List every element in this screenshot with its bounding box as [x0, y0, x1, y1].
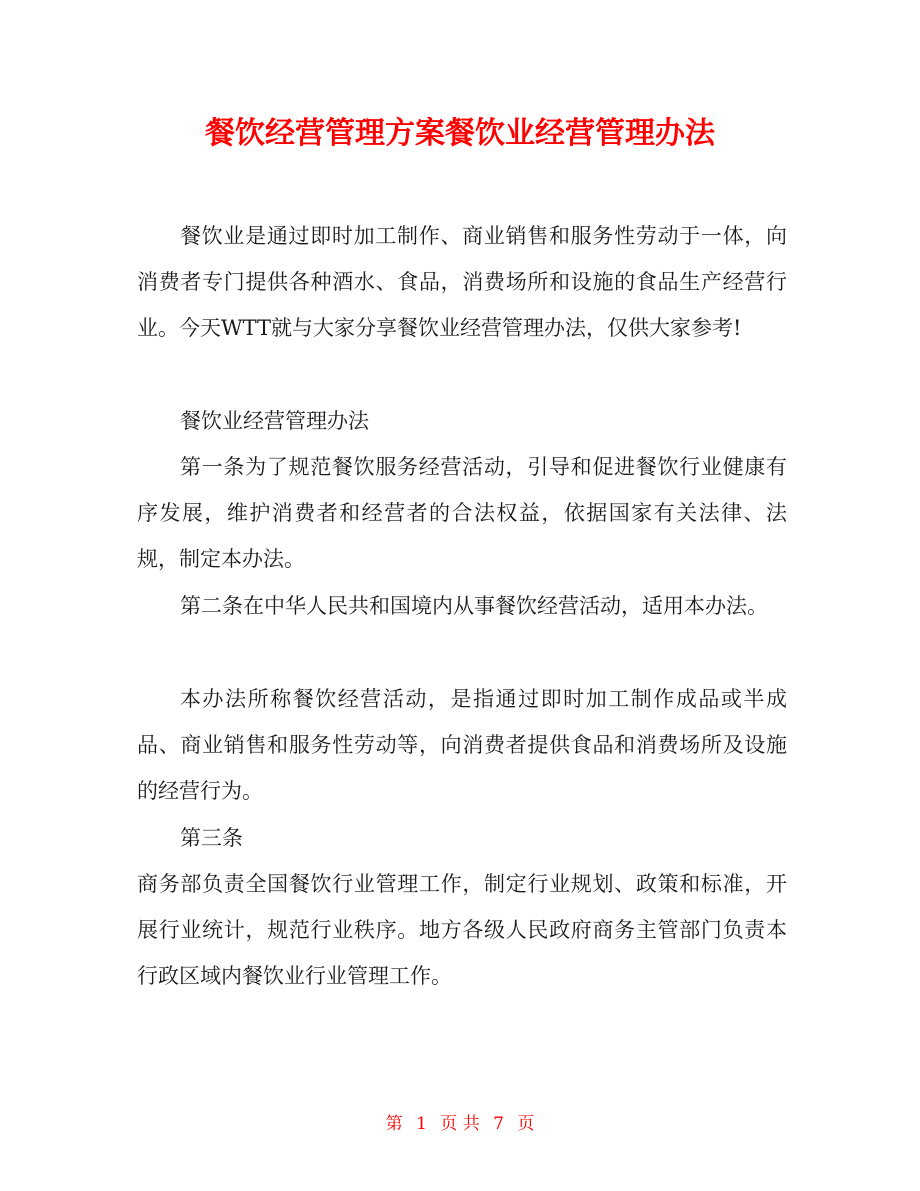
section-heading: 餐饮业经营管理办法: [180, 409, 369, 433]
document-title: 餐饮经营管理方案餐饮业经营管理办法: [205, 116, 715, 151]
footer-current-page: 1: [416, 1114, 427, 1134]
article-1-paragraph: 第一条为了规范餐饮服务经营活动，引导和促进餐饮行业健康有序发展，维护消费者和经营者的合法权益，依据国家有关法律、法规，制定本办法。: [137, 455, 787, 571]
article-2-paragraph: 第二条在中华人民共和国境内从事餐饮经营活动，适用本办法。: [180, 594, 768, 618]
article-3-heading: 第三条: [180, 826, 243, 850]
definition-paragraph: 本办法所称餐饮经营活动，是指通过即时加工制作成品或半成品、商业销售和服务性劳动等，向消费者提供食品和消费场所及设施的经营行为。: [137, 687, 787, 803]
footer-total-pages: 7: [493, 1114, 504, 1134]
page-footer: [0, 1112, 920, 1136]
footer-suffix: 页: [517, 1114, 535, 1134]
article-3-paragraph: 商务部负责全国餐饮行业管理工作，制定行业规划、政策和标准，开展行业统计，规范行业秩序。地方各级人民政府商务主管部门负责本行政区域内餐饮业行业管理工作。: [137, 872, 787, 988]
footer-mid: 页 共: [440, 1114, 480, 1134]
footer-prefix: 第: [385, 1114, 403, 1134]
intro-paragraph: 餐饮业是通过即时加工制作、商业销售和服务性劳动于一体，向消费者专门提供各种酒水、食品，消费场所和设施的食品生产经营行业。今天WTT就与大家分享餐饮业经营管理办法，仅供大家参考!: [137, 224, 787, 340]
